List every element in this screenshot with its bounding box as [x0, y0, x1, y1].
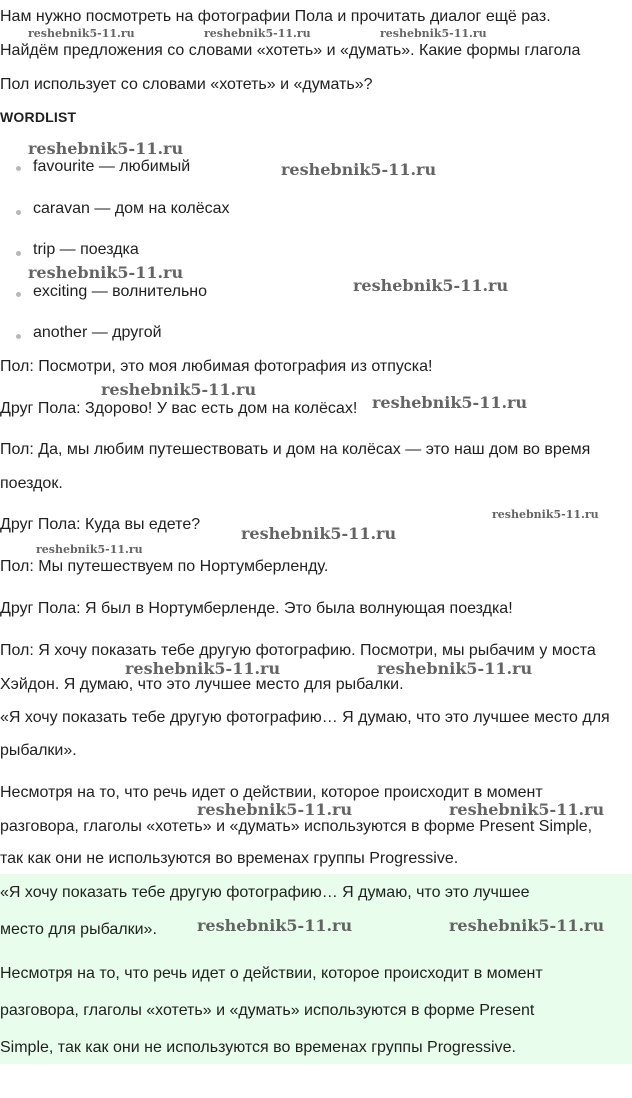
explanation-line-3: так как они не используются во временах группы Progressive.	[0, 850, 459, 867]
watermark: reshebnik5-11.ru	[281, 160, 437, 179]
explanation-line-2: разговора, глаголы «хотеть» и «думать» используются в форме Present Simple,	[0, 818, 593, 835]
dialogue-line-5: Пол: Мы путешествуем по Нортумберленду.	[0, 558, 329, 575]
watermark: reshebnik5-11.ru	[197, 916, 353, 935]
watermark: reshebnik5-11.ru	[372, 393, 528, 412]
watermark: reshebnik5-11.ru	[28, 139, 184, 158]
dialogue-line-4: Друг Пола: Куда вы едете?	[0, 516, 201, 533]
quote-line-1a: «Я хочу показать тебе другую фотографию… Я думаю, что это лучшее место для	[0, 709, 610, 726]
watermark: reshebnik5-11.ru	[492, 508, 599, 521]
dialogue-line-6: Друг Пола: Я был в Нортумберленде. Это была волнующая поездка!	[0, 600, 513, 617]
wordlist-item: exciting — волнительно	[33, 283, 208, 300]
dialogue-line-3a: Пол: Да, мы любим путешествовать и дом на колёсах — это наш дом во время	[0, 441, 591, 458]
dialogue-line-1: Пол: Посмотри, это моя любимая фотография из отпуска!	[0, 358, 433, 375]
watermark: reshebnik5-11.ru	[36, 543, 143, 556]
intro-line-1: Нам нужно посмотреть на фотографии Пола и прочитать диалог ещё раз.	[0, 8, 551, 25]
watermark: reshebnik5-11.ru	[377, 659, 533, 678]
explanation-line-1: Несмотря на то, что речь идет о действии, которое происходит в момент	[0, 784, 543, 801]
answer-line-2: разговора, глаголы «хотеть» и «думать» используются в форме Present	[0, 1002, 535, 1019]
bullet-icon	[16, 210, 21, 215]
wordlist-item: another — другой	[33, 324, 162, 341]
bullet-icon	[16, 292, 21, 297]
bullet-icon	[16, 251, 21, 256]
watermark: reshebnik5-11.ru	[353, 276, 509, 295]
watermark: reshebnik5-11.ru	[28, 263, 184, 282]
answer-quote-line-1: «Я хочу показать тебе другую фотографию… Я думаю, что это лучшее	[0, 884, 530, 901]
watermark: reshebnik5-11.ru	[197, 800, 353, 819]
intro-line-3: Пол использует со словами «хотеть» и «думать»?	[0, 76, 373, 93]
answer-line-1: Несмотря на то, что речь идет о действии, которое происходит в момент	[0, 965, 543, 982]
dialogue-line-7b: Хэйдон. Я думаю, что это лучшее место для рыбалки.	[0, 676, 404, 693]
watermark: reshebnik5-11.ru	[449, 916, 605, 935]
watermark: reshebnik5-11.ru	[101, 380, 257, 399]
bullet-icon	[16, 166, 21, 171]
intro-line-2: Найдём предложения со словами «хотеть» и «думать». Какие формы глагола	[0, 42, 581, 59]
answer-quote-line-2: место для рыбалки».	[0, 921, 157, 938]
dialogue-line-2: Друг Пола: Здорово! У вас есть дом на колёсах!	[0, 400, 358, 417]
answer-line-3: Simple, так как они не используются во временах группы Progressive.	[0, 1039, 516, 1056]
quote-line-1b: рыбалки».	[0, 742, 77, 759]
dialogue-line-7a: Пол: Я хочу показать тебе другую фотографию. Посмотри, мы рыбачим у моста	[0, 642, 596, 659]
wordlist-item: favourite — любимый	[33, 158, 191, 175]
watermark: reshebnik5-11.ru	[28, 27, 135, 40]
dialogue-line-3b: поездок.	[0, 475, 63, 492]
wordlist-item: trip — поездка	[33, 241, 139, 258]
watermark: reshebnik5-11.ru	[449, 800, 605, 819]
watermark: reshebnik5-11.ru	[241, 524, 397, 543]
watermark: reshebnik5-11.ru	[125, 659, 281, 678]
wordlist-item: caravan — дом на колёсах	[33, 200, 230, 217]
watermark: reshebnik5-11.ru	[204, 27, 311, 40]
watermark: reshebnik5-11.ru	[380, 27, 487, 40]
bullet-icon	[16, 334, 21, 339]
wordlist-heading: WORDLIST	[0, 109, 77, 125]
